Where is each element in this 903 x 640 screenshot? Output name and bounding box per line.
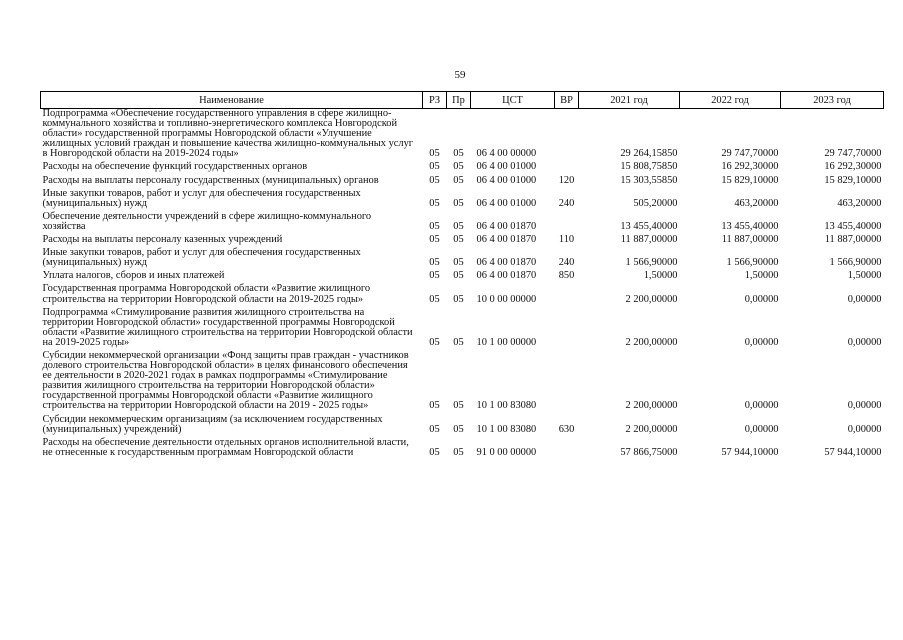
row-cst: 10 1 00 83080 bbox=[476, 400, 537, 412]
header-2022: 2022 год bbox=[680, 92, 781, 109]
row-2023: 16 292,30000 bbox=[824, 161, 882, 173]
row-rz: 05 bbox=[429, 446, 440, 458]
row-name: Расходы на обеспечение деятельности отдельных органов исполнительной власти, не отнесенные к государственным программам Новгородской области bbox=[42, 436, 409, 458]
row-name: Иные закупки товаров, работ и услуг для обеспечения государственных (муниципальных) нужд bbox=[42, 247, 361, 269]
table-row bbox=[41, 248, 884, 271]
row-pr: 05 bbox=[453, 423, 464, 435]
page-number: 59 bbox=[454, 69, 466, 81]
row-rz: 05 bbox=[429, 197, 440, 209]
row-pr: 05 bbox=[453, 197, 464, 209]
row-vr: 240 bbox=[558, 257, 575, 269]
row-pr: 05 bbox=[453, 148, 464, 160]
row-rz: 05 bbox=[429, 400, 440, 412]
row-rz: 05 bbox=[429, 220, 440, 232]
row-rz: 05 bbox=[429, 293, 440, 305]
row-cst: 10 1 00 83080 bbox=[476, 423, 537, 435]
row-vr: 630 bbox=[558, 423, 575, 435]
table-row bbox=[41, 438, 884, 461]
row-cst: 06 4 00 01870 bbox=[476, 257, 537, 269]
row-cst: 06 4 00 00000 bbox=[476, 148, 537, 160]
row-name: Субсидии некоммерческим организациям (за исключением государственных (муниципальных) учреждений) bbox=[42, 413, 383, 435]
row-cst: 06 4 00 01000 bbox=[476, 174, 537, 186]
table-row bbox=[41, 162, 884, 175]
row-rz: 05 bbox=[429, 257, 440, 269]
row-2022: 0,00000 bbox=[744, 423, 779, 435]
row-pr: 05 bbox=[453, 293, 464, 305]
row-pr: 05 bbox=[453, 336, 464, 348]
row-2022: 57 944,10000 bbox=[721, 446, 779, 458]
row-name: Подпрограмма «Обеспечение государственного управления в сфере жилищно-коммунального хозяйства и топливно-энергетического комплекса Новгородской области» государственной программы Новгородской области «Улучшение жилищных условий граждан и повышение качества жилищно-коммунальных услуг в Новгородской области на 2019-2024 годы» bbox=[42, 108, 414, 160]
row-2022: 15 829,10000 bbox=[721, 174, 779, 186]
row-vr bbox=[555, 109, 579, 163]
row-2022: 1 566,90000 bbox=[726, 257, 779, 269]
row-2023: 29 747,70000 bbox=[824, 148, 882, 160]
row-vr bbox=[555, 162, 579, 175]
row-rz: 05 bbox=[429, 234, 440, 246]
row-2023: 57 944,10000 bbox=[824, 446, 882, 458]
row-2023: 0,00000 bbox=[847, 293, 882, 305]
row-name: Подпрограмма «Стимулирование развития жилищного строительства на территории Новгородской области» государственной программы Новгородской области «Развитие жилищного строительства на территории Новгородской области на 2019-2025 годы» bbox=[42, 306, 413, 348]
row-2021: 1 566,90000 bbox=[625, 257, 678, 269]
row-2022: 11 887,00000 bbox=[721, 234, 779, 246]
row-rz: 05 bbox=[429, 270, 440, 282]
table-row bbox=[41, 351, 884, 415]
row-2023: 463,20000 bbox=[837, 197, 882, 209]
row-vr: 240 bbox=[558, 197, 575, 209]
row-name: Обеспечение деятельности учреждений в сфере жилищно-коммунального хозяйства bbox=[42, 210, 372, 232]
row-2023: 13 455,40000 bbox=[824, 220, 882, 232]
row-2021: 2 200,00000 bbox=[625, 293, 678, 305]
row-cst: 06 4 00 01000 bbox=[476, 197, 537, 209]
budget-table bbox=[40, 91, 884, 461]
row-pr: 05 bbox=[453, 257, 464, 269]
row-name: Иные закупки товаров, работ и услуг для обеспечения государственных (муниципальных) нужд bbox=[42, 187, 361, 209]
row-cst: 10 0 00 00000 bbox=[476, 293, 537, 305]
row-2021: 2 200,00000 bbox=[625, 423, 678, 435]
row-pr: 05 bbox=[453, 270, 464, 282]
row-2022: 29 747,70000 bbox=[721, 148, 779, 160]
row-vr bbox=[555, 438, 579, 461]
row-vr bbox=[555, 212, 579, 235]
row-name: Государственная программа Новгородской области «Развитие жилищного строительства на территории Новгородской области на 2019-2025 годы» bbox=[42, 283, 371, 305]
row-vr bbox=[555, 308, 579, 351]
row-2022: 0,00000 bbox=[744, 400, 779, 412]
row-pr: 05 bbox=[453, 174, 464, 186]
table-row bbox=[41, 109, 884, 163]
row-2021: 505,20000 bbox=[633, 197, 678, 209]
header-2021: 2021 год bbox=[579, 92, 680, 109]
table-row bbox=[41, 212, 884, 235]
header-name: Наименование bbox=[41, 92, 423, 109]
row-cst: 91 0 00 00000 bbox=[476, 446, 537, 458]
row-2023: 0,00000 bbox=[847, 423, 882, 435]
row-vr: 110 bbox=[558, 234, 575, 246]
table-row bbox=[41, 284, 884, 307]
row-name: Расходы на выплаты персоналу государственных (муниципальных) органов bbox=[42, 174, 379, 186]
row-2021: 11 887,00000 bbox=[620, 234, 678, 246]
row-2021: 2 200,00000 bbox=[625, 336, 678, 348]
row-2023: 11 887,00000 bbox=[824, 234, 882, 246]
table-row bbox=[41, 308, 884, 351]
row-2021: 15 303,55850 bbox=[620, 174, 678, 186]
table-row bbox=[41, 189, 884, 212]
header-pr: Пр bbox=[447, 92, 471, 109]
row-vr bbox=[555, 351, 579, 415]
row-rz: 05 bbox=[429, 161, 440, 173]
row-2021: 15 808,75850 bbox=[620, 161, 678, 173]
row-vr: 850 bbox=[558, 270, 575, 282]
row-pr: 05 bbox=[453, 234, 464, 246]
row-2021: 2 200,00000 bbox=[625, 400, 678, 412]
row-2023: 1,50000 bbox=[847, 270, 882, 282]
row-2021: 1,50000 bbox=[643, 270, 678, 282]
row-vr: 120 bbox=[558, 174, 575, 186]
row-2023: 0,00000 bbox=[847, 336, 882, 348]
row-2022: 13 455,40000 bbox=[721, 220, 779, 232]
header-cst: ЦСТ bbox=[471, 92, 555, 109]
header-vr: ВР bbox=[555, 92, 579, 109]
row-2023: 1 566,90000 bbox=[829, 257, 882, 269]
row-2022: 16 292,30000 bbox=[721, 161, 779, 173]
row-rz: 05 bbox=[429, 148, 440, 160]
row-cst: 06 4 00 01000 bbox=[476, 161, 537, 173]
row-cst: 06 4 00 01870 bbox=[476, 220, 537, 232]
row-cst: 10 1 00 00000 bbox=[476, 336, 537, 348]
row-2021: 13 455,40000 bbox=[620, 220, 678, 232]
row-rz: 05 bbox=[429, 336, 440, 348]
row-name: Расходы на обеспечение функций государственных органов bbox=[42, 161, 308, 173]
row-name: Расходы на выплаты персоналу казенных учреждений bbox=[42, 234, 283, 246]
row-vr bbox=[555, 284, 579, 307]
table-row bbox=[41, 415, 884, 438]
row-2021: 57 866,75000 bbox=[620, 446, 678, 458]
row-2023: 15 829,10000 bbox=[824, 174, 882, 186]
row-2022: 0,00000 bbox=[744, 293, 779, 305]
row-2023: 0,00000 bbox=[847, 400, 882, 412]
table-header-row bbox=[41, 92, 884, 109]
row-pr: 05 bbox=[453, 400, 464, 412]
row-pr: 05 bbox=[453, 220, 464, 232]
row-2022: 1,50000 bbox=[744, 270, 779, 282]
table-row bbox=[41, 176, 884, 189]
row-name: Уплата налогов, сборов и иных платежей bbox=[42, 270, 225, 282]
row-pr: 05 bbox=[453, 161, 464, 173]
row-2022: 0,00000 bbox=[744, 336, 779, 348]
header-2023: 2023 год bbox=[781, 92, 884, 109]
row-rz: 05 bbox=[429, 423, 440, 435]
row-2022: 463,20000 bbox=[734, 197, 779, 209]
row-cst: 06 4 00 01870 bbox=[476, 270, 537, 282]
row-pr: 05 bbox=[453, 446, 464, 458]
row-cst: 06 4 00 01870 bbox=[476, 234, 537, 246]
row-rz: 05 bbox=[429, 174, 440, 186]
row-2021: 29 264,15850 bbox=[620, 148, 678, 160]
header-rz: РЗ bbox=[423, 92, 447, 109]
row-name: Субсидии некоммерческой организации «Фонд защиты прав граждан - участников долевого строительства Новгородской области» в целях финансового обеспечения ее деятельности в 2020-2021 годах в рамках подпрограммы «Стимулирование развития жилищного строительства на территории Новгородской области» государственной программы Новгородской области «Развитие жилищного строительства на территории Новгородской области на 2019 - 2025 годы» bbox=[42, 349, 409, 412]
